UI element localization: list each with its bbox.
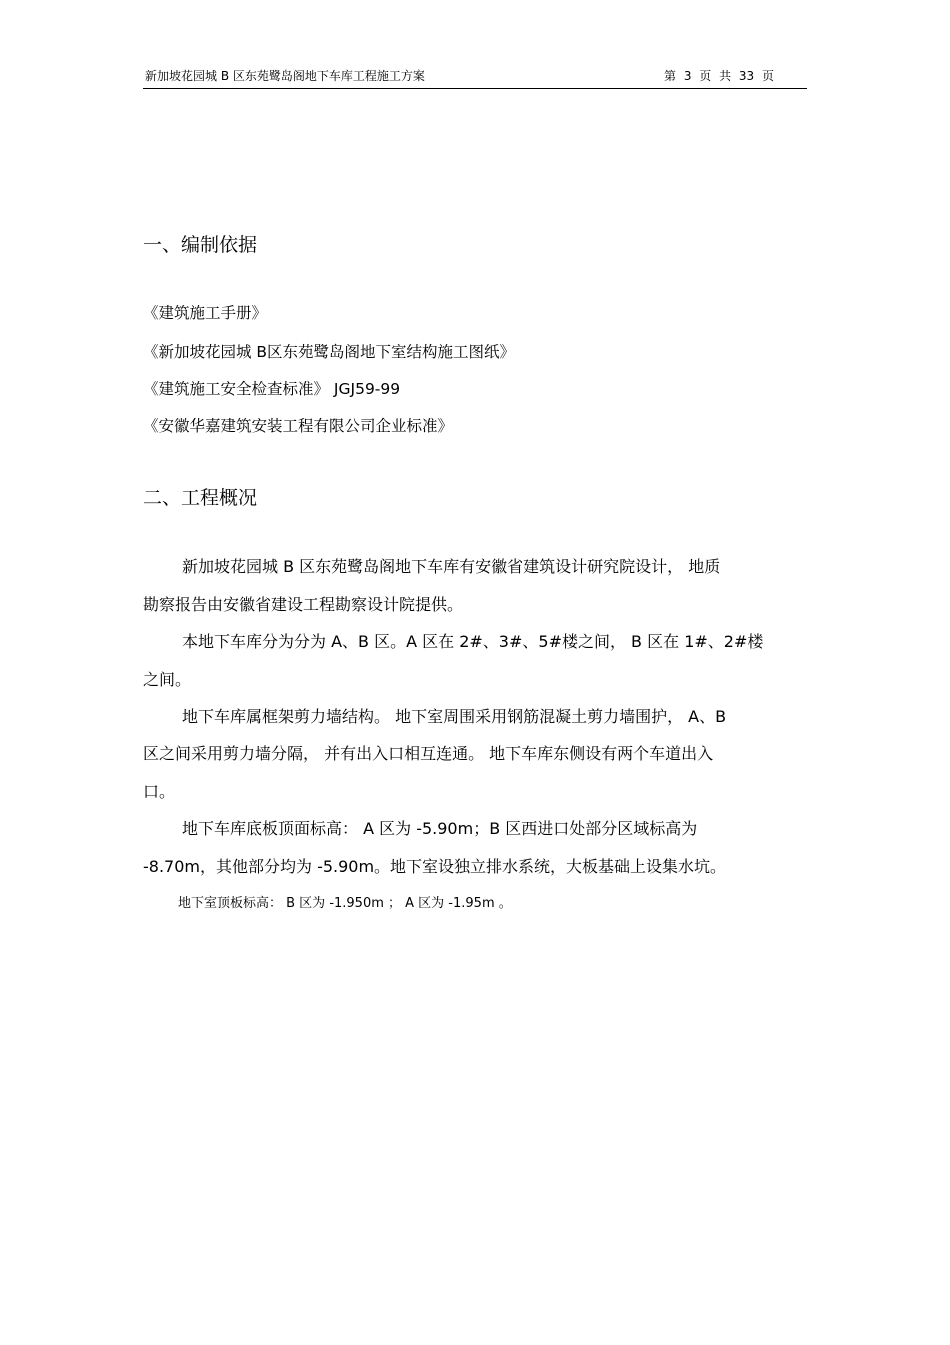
paragraph-line: 之间。 [143,670,192,689]
paragraph-line: 本地下车库分为分为 A、B 区。A 区在 2#、3#、5#楼之间， B 区在 1#、2#楼 [182,632,764,651]
paragraph-line: -8.70m，其他部分均为 -5.90m。地下室设独立排水系统，大板基础上设集水坑。 [143,857,727,876]
paragraph-line: 地下车库属框架剪力墙结构。 地下室周围采用钢筋混凝土剪力墙围护， A、B [182,707,727,726]
header-page-number: 第 3 页 共 33 页 [664,69,774,83]
header-document-title: 新加坡花园城 B 区东苑鹭岛阁地下车库工程施工方案 [145,69,425,83]
reference-item: 《建筑施工安全检查标准》 JGJ59-99 [143,380,401,398]
paragraph-line: 新加坡花园城 B 区东苑鹭岛阁地下车库有安徽省建筑设计研究院设计， 地质 [182,557,721,576]
reference-item: 《新加坡花园城 B区东苑鹭岛阁地下室结构施工图纸》 [143,343,516,361]
paragraph-line: 勘察报告由安徽省建设工程勘察设计院提供。 [143,595,464,614]
page-header [143,66,807,89]
paragraph-line: 区之间采用剪力墙分隔， 并有出入口相互连通。 地下车库东侧设有两个车道出入 [143,744,714,763]
reference-item: 《安徽华嘉建筑安装工程有限公司企业标准》 [143,417,454,435]
section-title-basis: 一、编制依据 [143,234,258,256]
paragraph-line: 地下车库底板顶面标高： A 区为 -5.90m；B 区西进口处部分区域标高为 [182,819,698,838]
roof-slab-elevation-note: 地下室顶板标高： B 区为 -1.950m ； A 区为 -1.95m 。 [178,896,512,911]
paragraph-line: 口。 [143,782,176,801]
section-title-overview: 二、工程概况 [143,487,258,509]
reference-item: 《建筑施工手册》 [143,304,268,322]
